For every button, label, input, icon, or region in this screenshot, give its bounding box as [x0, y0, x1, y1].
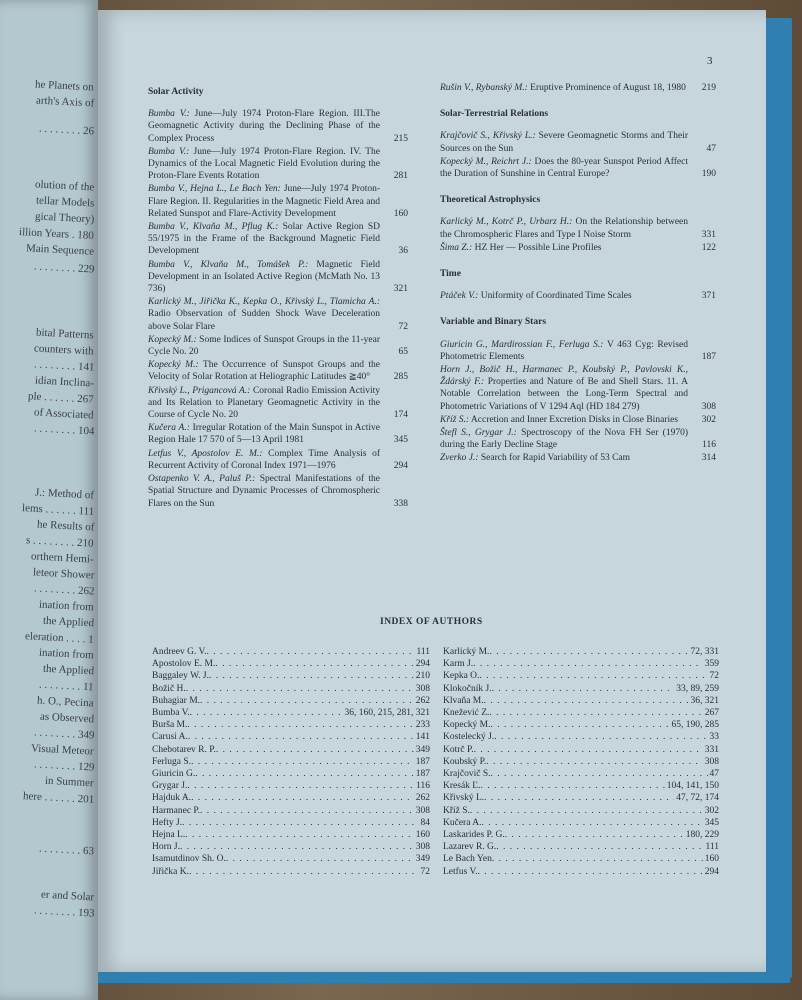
index-row: [443, 646, 719, 658]
index-row: [152, 756, 430, 768]
contents-entry: [440, 414, 716, 426]
entry-authors: Ptáček V.:: [440, 291, 479, 302]
author-index-left: [152, 646, 430, 878]
index-pages: 160: [704, 854, 719, 865]
left-page-fragment: as Observed: [39, 710, 95, 726]
left-page-fragment: illion Years . 180: [18, 226, 95, 242]
entry-authors: Kopecký M.:: [148, 334, 197, 345]
index-pages: 294: [415, 659, 430, 670]
entry-authors: Krajčovič S., Křivský L.:: [440, 131, 536, 142]
entry-title: Properties and Nature of Be and Shell Stars. 11. A Notable Correlation between the Long-Term Spectral and Photometric Variations of V 1294 Aql (HD 184 279): [440, 377, 689, 412]
index-author-name: Ferluga S.: [152, 756, 192, 767]
entry-title: Uniformity of Coordinated Time Scales: [478, 291, 632, 302]
left-page-fragment: orthern Hemi-: [31, 550, 95, 566]
entry-authors: Bumba V., Klvaňa M., Pflug K.:: [148, 222, 279, 233]
entry-page: 308: [701, 401, 716, 412]
index-author-name: Koubský P.: [443, 756, 487, 767]
entry-authors: Šima Z.:: [440, 242, 473, 253]
left-page-fragment: . . . . . . . . 193: [33, 904, 95, 920]
entry-title: Search for Rapid Variability of 53 Cam: [478, 453, 631, 464]
index-pages: 65, 190, 285: [671, 720, 719, 731]
index-row: [152, 866, 430, 878]
index-author-name: Baggaley W. J.: [152, 671, 209, 682]
index-row: [443, 731, 719, 743]
index-author-name: Kříž S.: [443, 805, 470, 816]
entry-title: Coronal Radio Emission Activity and Its Relation to Planetary Geomagnetic Activity in the Course of Cycle No. 20: [148, 385, 381, 421]
left-page-fragment: . . . . . . . . 11: [39, 678, 95, 694]
index-pages: 111: [705, 842, 719, 853]
index-row: [443, 780, 719, 792]
contents-entry: [148, 183, 408, 220]
index-author-name: Kopecký M.: [443, 720, 491, 731]
index-row: [152, 829, 430, 841]
index-pages: 84: [420, 817, 430, 828]
index-pages: 36, 160, 215, 281, 321: [344, 708, 430, 719]
entry-page: 187: [701, 351, 716, 362]
index-author-name: Hefty J.: [152, 817, 183, 828]
left-page-fragment: leteor Shower: [32, 566, 95, 582]
index-row: [152, 731, 430, 743]
index-row: [152, 670, 430, 682]
left-page-fragment: he Planets on: [35, 78, 95, 94]
index-row: [152, 695, 430, 707]
contents-entry: [440, 156, 716, 180]
contents-column-right: [440, 82, 716, 466]
index-row: [152, 658, 430, 670]
entry-authors: Horn J., Božič H., Harmanec P., Koubský P., Pavlovski K., Ždárský F.:: [440, 365, 688, 388]
contents-entry: [440, 339, 716, 363]
index-author-name: Bumba V.: [152, 708, 190, 719]
entry-page: 331: [701, 229, 716, 240]
entry-authors: Karlický M., Kotrč P., Urbarz H.:: [440, 217, 573, 228]
index-row: [443, 805, 719, 817]
left-page-fragment: h. O., Pecina: [37, 694, 95, 710]
index-row: [443, 695, 719, 707]
index-row: [443, 719, 719, 731]
left-page-fragment: the Applied: [42, 662, 95, 678]
entry-authors: Rušin V., Rybanský M.:: [440, 83, 528, 93]
index-row: [443, 792, 719, 804]
entry-title: On the Relationship between the Chromospheric Flares and Type I Noise Storm: [440, 217, 689, 240]
section-heading: Time: [440, 269, 461, 280]
index-author-name: Hejna L.: [152, 830, 186, 841]
contents-entry: [440, 427, 716, 451]
index-pages: 294: [704, 866, 719, 877]
index-row: [443, 707, 719, 719]
index-pages: 331: [704, 744, 719, 755]
contents-entry: [148, 259, 408, 296]
left-page-fragment: ination from: [39, 646, 95, 662]
entry-authors: Bumba V.:: [148, 146, 190, 157]
index-pages: 72, 331: [690, 647, 719, 657]
entry-title: Severe Geomagnetic Storms and Their Sources on the Sun: [440, 131, 688, 154]
index-row: [152, 792, 430, 804]
entry-title: Solar Active Region SD 55/1975 in the Frame of the Background Magnetic Field Development: [148, 222, 380, 257]
index-author-name: Božič H.: [152, 683, 186, 694]
index-author-name: Hajduk A.: [152, 793, 192, 804]
index-author-name: Giuricin G.: [152, 769, 196, 780]
entry-authors: Kopecký M.:: [148, 360, 199, 371]
index-row: [152, 719, 430, 731]
contents-entry: [148, 422, 408, 446]
index-author-name: Karm J.: [443, 659, 474, 670]
contents-entry: [440, 82, 716, 94]
index-pages: 349: [415, 744, 430, 755]
entry-title: Accretion and Inner Excretion Disks in Close Binaries: [469, 414, 678, 425]
index-author-name: Harmanec P.: [152, 805, 201, 816]
index-pages: 104, 141, 150: [666, 781, 719, 792]
contents-entry: [440, 130, 716, 154]
entry-page: 314: [701, 453, 716, 464]
index-author-name: Klvaňa M.: [443, 695, 484, 706]
entry-page: 302: [701, 414, 716, 425]
entry-page: 371: [701, 291, 716, 302]
index-author-name: Krajčovič S.: [443, 769, 491, 780]
entry-page: 47: [706, 143, 716, 154]
left-page-fragment: tellar Models: [35, 194, 95, 210]
index-pages: 262: [415, 793, 430, 804]
entry-page: 36: [398, 246, 408, 257]
entry-authors: Ostapenko V. A., Paluš P.:: [148, 474, 256, 485]
contents-entry: [148, 473, 408, 510]
left-page-fragment: Visual Meteor: [31, 742, 95, 758]
entry-page: 122: [701, 242, 716, 253]
index-author-name: Kotrč P.: [443, 744, 474, 755]
index-row: [443, 866, 719, 878]
index-author-name: Letfus V.: [443, 866, 478, 877]
index-row: [152, 768, 430, 780]
index-pages: 47, 72, 174: [676, 793, 719, 804]
index-pages: 349: [415, 854, 430, 865]
entry-title: HZ Her — Possible Line Profiles: [472, 242, 602, 253]
entry-authors: Letfus V., Apostolov E. M.:: [148, 448, 263, 459]
section-heading: Theoretical Astrophysics: [440, 195, 541, 206]
contents-entry: [440, 452, 716, 464]
index-row: [443, 829, 719, 841]
entry-authors: Giuricin G., Mardirossian F., Ferluga S.:: [440, 339, 604, 350]
index-row: [443, 683, 719, 695]
index-pages: 33, 89, 259: [676, 683, 719, 694]
index-author-name: Lazarev R. G.: [443, 842, 497, 853]
section-heading: Variable and Binary Stars: [440, 317, 547, 328]
index-pages: 308: [415, 805, 430, 816]
entry-title: June—July 1974 Proton-Flare Region. II. Regularities in the Magnetic Field Area and Related Sunspot and Flare-Activity Development: [148, 184, 381, 219]
index-author-name: Laskarides P. G.: [443, 830, 505, 841]
index-author-name: Jiřička K.: [152, 866, 189, 877]
index-row: [152, 683, 430, 695]
entry-page: 345: [393, 435, 408, 446]
entry-page: 116: [702, 440, 716, 451]
contents-entry: [440, 216, 716, 240]
index-row: [152, 646, 430, 658]
left-page-fragment: J.: Method of: [34, 486, 95, 502]
entry-authors: Karlický M., Jiřička K., Kepka O., Křivský L., Tlamicha A.:: [148, 297, 380, 308]
index-row: [443, 670, 719, 682]
entry-title: Does the 80-year Sunspot Period Affect the Duration of Sunshine in Central Europe?: [440, 156, 688, 180]
index-row: [443, 768, 719, 780]
index-pages: 345: [704, 817, 719, 828]
entry-title: June—July 1974 Proton-Flare Region. III.The Geomagnetic Activity during the Declining Phase of the Complex Process: [148, 109, 380, 144]
index-row: [152, 817, 430, 829]
entry-title: Magnetic Field Development in an Isolated Active Region (McMath No. 13 736): [148, 259, 381, 295]
index-row: [443, 756, 719, 768]
index-row: [152, 780, 430, 792]
index-row: [443, 817, 719, 829]
left-page-fragment: eleration . . . . 1: [24, 630, 95, 646]
index-author-name: Le Bach Yen: [443, 854, 492, 865]
entry-authors: Kučera A.:: [148, 423, 190, 434]
index-pages: 233: [415, 720, 430, 731]
contents-entry: [148, 108, 408, 145]
entry-page: 219: [701, 83, 716, 93]
entry-authors: Bumba V.:: [148, 109, 190, 120]
index-pages: 187: [415, 769, 430, 780]
index-author-name: Horn J.: [152, 842, 180, 853]
entry-title: Radio Observation of Sudden Shock Wave Deceleration above Solar Flare: [148, 309, 380, 332]
index-author-name: Isamutdinov Sh. O.: [152, 854, 226, 865]
contents-entry: [440, 364, 716, 413]
entry-page: 65: [398, 347, 408, 358]
left-page-fragment: counters with: [34, 342, 95, 358]
index-author-name: Kučera A.: [443, 817, 482, 828]
index-pages: 72: [709, 671, 719, 682]
left-page-fragment: ination from: [39, 598, 95, 614]
left-page-fragment: ple . . . . . . 267: [28, 390, 95, 406]
entry-authors: Zverko J.:: [440, 453, 479, 464]
index-author-name: Knežević Z.: [443, 708, 490, 719]
index-pages: 72: [420, 866, 430, 877]
index-author-name: Carusi A.: [152, 732, 188, 743]
entry-page: 174: [393, 410, 408, 421]
entry-title: Irregular Rotation of the Main Sunspot in Active Region Hale 17 570 of 5—13 April 1981: [148, 423, 381, 446]
left-page-fragment: gical Theory): [34, 210, 95, 226]
index-row: [443, 853, 719, 865]
contents-entry: [148, 448, 408, 472]
index-pages: 160: [415, 830, 430, 841]
index-row: [443, 841, 719, 853]
entry-authors: Štefl S., Grygar J.:: [440, 428, 517, 439]
left-page-fragment: . . . . . . . . 129: [33, 758, 95, 774]
entry-page: 72: [398, 321, 408, 332]
author-index-right: [443, 646, 719, 878]
index-row: [152, 707, 430, 719]
index-title: INDEX OF AUTHORS: [380, 617, 483, 627]
index-author-name: Buhagiar M.: [152, 695, 201, 706]
left-page-fragment: idian Inclina-: [34, 374, 95, 390]
index-row: [152, 853, 430, 865]
left-page-fragment: lems . . . . . . 111: [21, 502, 95, 518]
index-author-name: Burša M.: [152, 720, 188, 731]
left-page-fragment: . . . . . . . . 229: [33, 260, 95, 276]
page-number: 3: [707, 55, 713, 67]
contents-column-left: [148, 86, 408, 511]
entry-title: Spectral Manifestations of the Spatial Structure and Dynamic Processes of Chromospheric Flares on the Sun: [148, 474, 380, 509]
left-page-fragment: Main Sequence: [25, 242, 95, 258]
index-pages: 111: [416, 647, 430, 657]
index-row: [152, 805, 430, 817]
left-page-fragment: in Summer: [45, 774, 95, 790]
index-pages: 308: [704, 756, 719, 767]
index-author-name: Grygar J.: [152, 781, 188, 792]
index-pages: 116: [416, 781, 430, 792]
index-pages: 302: [704, 805, 719, 816]
entry-authors: Křivský L., Prigancová A.:: [148, 385, 251, 396]
contents-entry: [148, 146, 408, 183]
entry-title: Eruptive Prominence of August 18, 1980: [527, 83, 686, 93]
entry-authors: Kříž S.:: [440, 414, 470, 425]
index-author-name: Křivský L.: [443, 793, 485, 804]
left-page-fragment: of Associated: [34, 406, 95, 422]
index-pages: 47: [709, 769, 719, 780]
left-page-fragment: here . . . . . . 201: [22, 790, 95, 806]
entry-authors: Kopecký M., Reichrt J.:: [440, 156, 532, 167]
contents-entry: [148, 359, 408, 383]
contents-entry: [148, 334, 408, 358]
left-page-fragment: s . . . . . . . . 210: [26, 534, 95, 550]
index-row: [152, 744, 430, 756]
index-author-name: Karlický M.: [443, 647, 490, 657]
entry-authors: Bumba V., Klvaňa M., Tomášek P.:: [148, 259, 309, 270]
index-author-name: Chebotarev R. P.: [152, 744, 216, 755]
entry-page: 160: [393, 208, 408, 219]
left-page-fragment: bital Patterns: [35, 326, 95, 342]
left-page-fragment: the Applied: [42, 614, 95, 630]
index-row: [443, 744, 719, 756]
index-row: [152, 841, 430, 853]
entry-title: Some Indices of Sunspot Groups in the 11-year Cycle No. 20: [148, 334, 380, 358]
entry-page: 285: [393, 372, 408, 383]
entry-title: V 463 Cyg: Revised Photometric Elements: [440, 339, 688, 362]
contents-entry: [148, 221, 408, 258]
left-page-fragment: olution of the: [34, 178, 95, 194]
left-page-fragment: er and Solar: [40, 888, 95, 904]
index-author-name: Apostolov E. M.: [152, 659, 216, 670]
entry-page: 281: [393, 171, 408, 182]
section-heading: Solar-Terrestrial Relations: [440, 109, 549, 120]
entry-page: 215: [393, 133, 408, 144]
left-page-fragment: . . . . . . . . 63: [38, 842, 95, 858]
contents-entry: [440, 242, 716, 254]
index-author-name: Andreev G. V.: [152, 647, 207, 657]
entry-title: June—July 1974 Proton-Flare Region. IV. The Dynamics of the Local Magnetic Field Evolution during the Proton-Flare Events Rotation: [148, 146, 381, 182]
contents-entry: [440, 290, 716, 302]
index-pages: 210: [415, 671, 430, 682]
index-pages: 359: [704, 659, 719, 670]
index-author-name: Kostelecký J.: [443, 732, 495, 743]
index-author-name: Kepka O.: [443, 671, 480, 682]
entry-title: Complex Time Analysis of Recurrent Activity of Coronal Index 1971—1976: [148, 448, 380, 471]
index-pages: 262: [415, 695, 430, 706]
entry-page: 321: [393, 284, 408, 295]
index-pages: 33: [709, 732, 719, 743]
contents-entry: [148, 385, 408, 422]
entry-page: 190: [701, 169, 716, 180]
section-heading: Solar Activity: [148, 87, 204, 97]
entry-page: 338: [393, 498, 408, 509]
left-page-fragment: . . . . . . . . 141: [33, 358, 95, 374]
entry-authors: Bumba V., Hejna L., Le Bach Yen:: [148, 184, 281, 195]
entry-title: Spectroscopy of the Nova FH Ser (1970) during the Early Decline Stage: [440, 428, 688, 451]
left-page-fragment: . . . . . . . . 262: [33, 582, 95, 598]
index-row: [443, 658, 719, 670]
index-pages: 267: [704, 708, 719, 719]
index-author-name: Klokočník J.: [443, 683, 492, 694]
index-pages: 308: [415, 842, 430, 853]
left-page-fragment: arth's Axis of: [35, 94, 95, 110]
left-page: [0, 0, 98, 1000]
entry-title: The Occurrence of Sunspot Groups and the Velocity of Solar Rotation at Heliographic Latitudes ≧40°: [148, 360, 381, 383]
contents-entry: [148, 296, 408, 333]
index-pages: 180, 229: [685, 830, 719, 841]
index-pages: 141: [415, 732, 430, 743]
left-page-fragment: . . . . . . . . 26: [38, 122, 95, 138]
index-pages: 36, 321: [690, 695, 719, 706]
entry-page: 294: [393, 460, 408, 471]
left-page-fragment: he Results of: [36, 518, 95, 534]
index-author-name: Kresák Ľ.: [443, 781, 481, 792]
left-page-fragment: . . . . . . . . 104: [33, 422, 95, 438]
index-pages: 187: [415, 756, 430, 767]
index-pages: 308: [415, 683, 430, 694]
left-page-fragment: . . . . . . . . 349: [33, 726, 95, 742]
